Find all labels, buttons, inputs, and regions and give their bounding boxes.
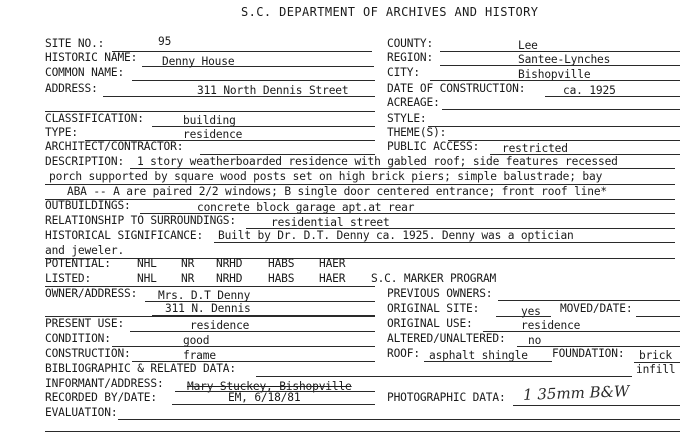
roof-rule [424, 361, 552, 362]
address-label: ADDRESS: [45, 82, 98, 95]
public-access-label: PUBLIC ACCESS: [387, 140, 480, 153]
original-use-label: ORIGINAL USE: [387, 317, 473, 330]
construction-label: CONSTRUCTION: [45, 347, 131, 360]
description-label: DESCRIPTION: [45, 155, 125, 168]
historical-significance-line-2: and jeweler. [45, 244, 125, 257]
date-of-construction-label: DATE OF CONSTRUCTION: [387, 82, 526, 95]
historical-significance-line-1: Built by Dr. D.T. Denny ca. 1925. Denny was a optician [218, 229, 574, 242]
city-label: CITY: [387, 66, 420, 79]
classification-value: building [183, 114, 236, 127]
photographic-data-label: PHOTOGRAPHIC DATA: [387, 391, 506, 404]
historical-significance-label: HISTORICAL SIGNIFICANCE: [45, 229, 204, 242]
foundation-line-2: infill [636, 363, 676, 376]
listed-nrhd: NRHD [216, 272, 243, 285]
previous-owners-label: PREVIOUS OWNERS: [387, 287, 493, 300]
recorded-by-label: RECORDED BY/DATE: [45, 391, 157, 404]
classification-rule [152, 126, 375, 127]
site-no-value: 95 [158, 35, 172, 48]
address-value: 311 North Dennis Street [197, 84, 349, 97]
style-label: STYLE: [387, 112, 427, 125]
original-use-rule [483, 331, 680, 332]
present-use-rule [130, 331, 375, 332]
marker-program-label: S.C. MARKER PROGRAM [371, 272, 497, 285]
potential-habs: HABS [268, 257, 295, 270]
architect-label: ARCHITECT/CONTRACTOR: [45, 140, 184, 153]
recorded-by-rule [172, 404, 375, 405]
historical-significance-rule-1 [214, 242, 675, 243]
informant-label: INFORMANT/ADDRESS: [45, 377, 164, 390]
original-use-value: residence [521, 319, 581, 332]
condition-rule [112, 346, 375, 347]
recorded-by-value: EM, 6/18/81 [228, 391, 301, 404]
description-line-1: 1 story weatherboarded residence with gabled roof; side features recessed [137, 155, 618, 168]
form-title: S.C. DEPARTMENT OF ARCHIVES AND HISTORY [241, 5, 539, 19]
outbuildings-label: OUTBUILDINGS: [45, 199, 131, 212]
altered-label: ALTERED/UNALTERED: [387, 332, 506, 345]
description-rule-3 [45, 199, 675, 200]
type-label: TYPE: [45, 126, 78, 139]
foundation-line-1: brick [639, 349, 672, 362]
photographic-data-value: 1 35mm B&W [522, 382, 630, 404]
acreage-rule [442, 109, 680, 110]
listed-nr: NR [181, 272, 195, 285]
classification-label: CLASSIFICATION: [45, 112, 144, 125]
site-no-label: SITE NO.: [45, 37, 105, 50]
condition-label: CONDITION: [45, 332, 111, 345]
potential-nhl: NHL [137, 257, 157, 270]
bottom-rule [45, 431, 680, 432]
county-label: COUNTY: [387, 37, 434, 50]
informant-value: Mary Stuckey, Bishopville [187, 380, 352, 393]
site-no-rule [112, 51, 372, 52]
owner-line-2: 311 N. Dennis [165, 302, 251, 315]
historic-name-value: Denny House [162, 55, 235, 68]
region-rule [440, 65, 680, 66]
photographic-data-rule [513, 405, 680, 406]
public-access-value: restricted [502, 142, 568, 155]
original-site-value: yes [521, 305, 541, 318]
bibliographic-rule [256, 376, 632, 377]
potential-haer: HAER [319, 257, 346, 270]
evaluation-label: EVALUATION: [45, 406, 118, 419]
moved-date-label: MOVED/DATE: [560, 302, 633, 315]
city-rule [430, 80, 680, 81]
condition-value: good [183, 334, 210, 347]
construction-value: frame [183, 349, 216, 362]
roof-label: ROOF: [387, 347, 420, 360]
type-value: residence [183, 128, 243, 141]
description-line-3: ABA -- A are paired 2/2 windows; B single door centered entrance; front roof line* [67, 185, 608, 198]
altered-value: no [528, 334, 542, 347]
common-name-label: COMMON NAME: [45, 66, 125, 79]
region-label: REGION: [387, 51, 434, 64]
relationship-value: residential street [271, 216, 390, 229]
outbuildings-value: concrete block garage apt.at rear [197, 201, 415, 214]
bibliographic-label: BIBLIOGRAPHIC & RELATED DATA: [45, 362, 236, 375]
listed-label: LISTED: [45, 272, 92, 285]
themes-rule [448, 140, 680, 141]
owner-address-label: OWNER/ADDRESS: [45, 287, 138, 300]
original-site-rule [496, 316, 551, 317]
historic-name-rule [142, 66, 374, 67]
previous-owners-rule [498, 300, 680, 301]
present-use-label: PRESENT USE: [45, 317, 125, 330]
common-name-rule [132, 80, 375, 81]
historic-name-label: HISTORIC NAME: [45, 51, 138, 64]
county-value: Lee [518, 39, 538, 52]
date-of-construction-value: ca. 1925 [563, 84, 616, 97]
description-line-2: porch supported by square wood posts set on high brick piers; simple balustrade; bay [49, 170, 603, 183]
city-value: Bishopville [518, 68, 591, 81]
roof-value: asphalt shingle [429, 349, 528, 362]
potential-nrhd: NRHD [216, 257, 243, 270]
date-rule [545, 96, 680, 97]
themes-label: THEME(S): [387, 126, 447, 139]
acreage-label: ACREAGE: [387, 96, 440, 109]
listed-haer: HAER [319, 272, 346, 285]
original-site-label: ORIGINAL SITE: [387, 302, 480, 315]
region-value: Santee-Lynches [518, 53, 611, 66]
owner-line-1: Mrs. D.T Denny [158, 289, 251, 302]
description-rule-1 [130, 168, 675, 169]
listed-habs: HABS [268, 272, 295, 285]
county-rule [440, 51, 680, 52]
style-rule [428, 126, 680, 127]
potential-label: POTENTIAL: [45, 257, 111, 270]
moved-date-rule [636, 316, 680, 317]
listed-nhl: NHL [137, 272, 157, 285]
present-use-value: residence [190, 319, 250, 332]
potential-nr: NR [181, 257, 195, 270]
foundation-label: FOUNDATION: [552, 347, 625, 360]
address-rule [103, 96, 375, 97]
relationship-label: RELATIONSHIP TO SURROUNDINGS: [45, 214, 236, 227]
evaluation-rule [118, 419, 680, 420]
